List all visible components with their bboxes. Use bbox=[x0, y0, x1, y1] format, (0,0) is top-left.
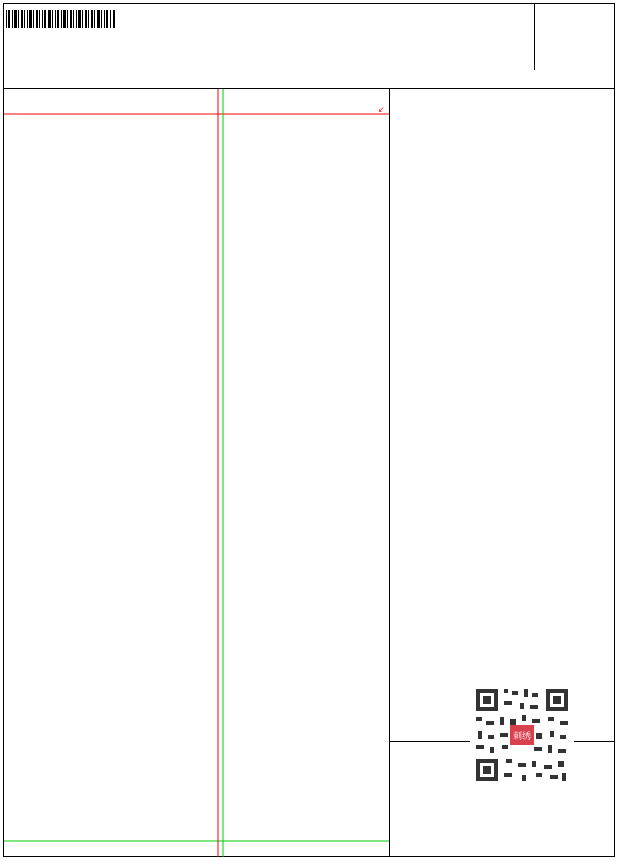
header-left bbox=[6, 4, 116, 32]
table-header-row bbox=[390, 100, 614, 111]
watermark-qr-code bbox=[470, 683, 574, 787]
col-stitches bbox=[437, 100, 459, 111]
stop-sequence-table bbox=[390, 100, 614, 111]
guide-marker: ↙ bbox=[378, 105, 385, 114]
header-divider bbox=[534, 3, 535, 70]
col-code bbox=[459, 100, 477, 111]
col-desc bbox=[477, 100, 547, 111]
embroidery-design-preview bbox=[4, 89, 389, 857]
col-element bbox=[583, 100, 614, 111]
stop-sequence-title bbox=[390, 89, 614, 100]
col-n bbox=[408, 100, 424, 111]
col-brand bbox=[547, 100, 583, 111]
svg-text:刺绣: 刺绣 bbox=[512, 732, 532, 742]
col-num bbox=[390, 100, 408, 111]
barcode bbox=[6, 10, 116, 28]
stop-sequence-panel bbox=[390, 89, 614, 111]
